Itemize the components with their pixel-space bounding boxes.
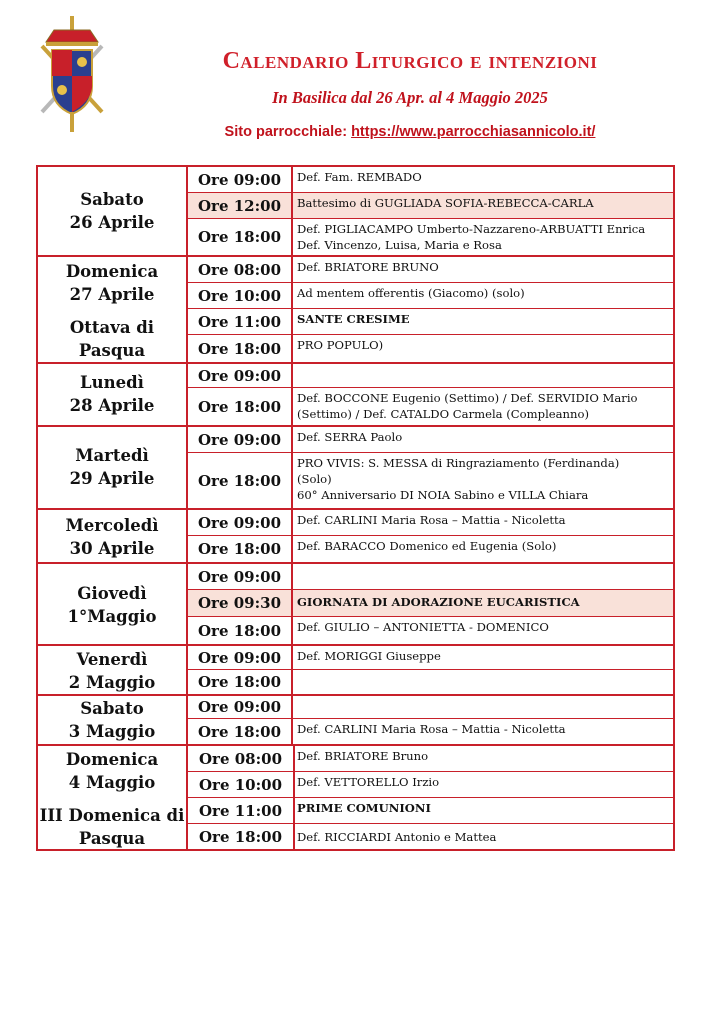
- day-name: Sabato: [80, 190, 144, 209]
- table-row: [188, 719, 673, 744]
- day-group: [38, 746, 673, 849]
- day-label: [38, 257, 188, 362]
- table-row: [188, 167, 673, 193]
- mass-time: Ore 18:00: [188, 719, 293, 744]
- page-subtitle: In Basilica dal 26 Apr. al 4 Maggio 2025: [272, 88, 548, 107]
- table-row: [188, 564, 673, 590]
- mass-intention: PRO POPULO): [297, 338, 384, 352]
- table-row: [188, 670, 673, 694]
- mass-intention: Def. VETTORELLO Irzio: [297, 775, 440, 789]
- mass-intention: Def. GIULIO – ANTONIETTA - DOMENICO: [297, 620, 549, 634]
- day-name: Domenica: [65, 750, 159, 769]
- mass-time: Ore 18:00: [188, 335, 293, 362]
- day-name: Mercoledì: [65, 516, 159, 535]
- mass-time: Ore 18:00: [188, 824, 295, 849]
- day-group: [38, 564, 673, 646]
- day-group: [38, 167, 673, 257]
- mass-time: Ore 09:00: [188, 427, 293, 452]
- mass-intention: Ad mentem offerentis (Giacomo) (solo): [297, 286, 525, 300]
- mass-time: Ore 09:00: [188, 510, 293, 535]
- mass-intention: Def. BRIATORE Bruno: [297, 749, 429, 763]
- table-row: [188, 364, 673, 388]
- table-row: [188, 219, 673, 255]
- mass-time: Ore 18:00: [188, 219, 293, 255]
- mass-time: Ore 11:00: [188, 798, 295, 823]
- table-row: [188, 617, 673, 644]
- mass-intention: Def. RICCIARDI Antonio e Mattea: [297, 830, 497, 844]
- day-label: [38, 646, 188, 694]
- day-date: 3 Maggio: [68, 722, 156, 741]
- mass-time: Ore 18:00: [188, 388, 293, 425]
- mass-time: Ore 08:00: [188, 257, 293, 282]
- table-row: [188, 257, 673, 283]
- mass-time: Ore 08:00: [188, 746, 295, 771]
- parish-crest-logo: [36, 16, 108, 134]
- day-date: 1°Maggio: [67, 607, 157, 626]
- table-row: [188, 824, 673, 849]
- day-label: [38, 696, 188, 744]
- mass-intention: Battesimo di GUGLIADA SOFIA-REBECCA-CARLA: [297, 196, 594, 210]
- table-row: [188, 388, 673, 425]
- mass-time: Ore 18:00: [188, 617, 293, 644]
- day-group: [38, 510, 673, 564]
- mass-intention: Def. CARLINI Maria Rosa – Mattia - Nicoletta: [297, 722, 566, 736]
- table-row: [188, 590, 673, 617]
- day-feast: Ottava di: [69, 318, 155, 337]
- day-label: [38, 167, 188, 255]
- mass-intention: GIORNATA DI ADORAZIONE EUCARISTICA: [297, 595, 580, 609]
- day-group: [38, 646, 673, 696]
- mass-intention: Def. CARLINI Maria Rosa – Mattia - Nicoletta: [297, 513, 566, 527]
- mass-time: Ore 11:00: [188, 309, 293, 334]
- table-row: [188, 193, 673, 219]
- day-date: 27 Aprile: [69, 285, 155, 304]
- day-feast: III Domenica di: [39, 806, 185, 825]
- table-row: [188, 427, 673, 453]
- page-title: Calendario Liturgico e intenzioni: [222, 48, 598, 74]
- intention-line: PRO VIVIS: S. MESSA di Ringraziamento (Ferdinanda): [297, 456, 620, 470]
- mass-intention: Def. MORIGGI Giuseppe: [297, 649, 441, 663]
- day-label: [38, 564, 188, 644]
- intention-line: (Settimo) / Def. CATALDO Carmela (Compleanno): [297, 407, 589, 421]
- day-name: Domenica: [65, 262, 159, 281]
- table-row: [188, 510, 673, 536]
- mass-time: Ore 12:00: [188, 193, 293, 218]
- table-row: [188, 309, 673, 335]
- mass-time: Ore 10:00: [188, 772, 295, 797]
- mass-time: Ore 18:00: [188, 453, 293, 508]
- mass-intention: [297, 221, 669, 253]
- mass-time: Ore 10:00: [188, 283, 293, 308]
- day-name: Venerdì: [76, 650, 148, 669]
- day-name: Giovedì: [77, 584, 147, 603]
- table-row: [188, 453, 673, 508]
- mass-intention: Def. BARACCO Domenico ed Eugenia (Solo): [297, 539, 557, 553]
- table-row: [188, 746, 673, 772]
- mass-time: Ore 09:00: [188, 364, 293, 387]
- day-name: Lunedì: [80, 373, 144, 392]
- table-row: [188, 696, 673, 719]
- mass-time: Ore 09:00: [188, 167, 293, 192]
- mass-time: Ore 09:30: [188, 590, 293, 616]
- day-date: 29 Aprile: [69, 469, 155, 488]
- mass-intention: [297, 455, 669, 503]
- day-label: [38, 364, 188, 425]
- intention-line: 60° Anniversario DI NOIA Sabino e VILLA Chiara: [297, 488, 589, 502]
- mass-time: Ore 09:00: [188, 696, 293, 718]
- mass-intention: Def. Fam. REMBADO: [297, 170, 422, 184]
- day-group: [38, 257, 673, 364]
- table-row: [188, 646, 673, 670]
- day-feast: Pasqua: [78, 829, 146, 848]
- day-group: [38, 427, 673, 510]
- site-link[interactable]: https://www.parrocchiasannicolo.it/: [351, 124, 596, 140]
- mass-intention: SANTE CRESIME: [297, 312, 410, 326]
- day-label: [38, 746, 188, 849]
- mass-time: Ore 18:00: [188, 670, 293, 694]
- mass-intention: Def. BRIATORE BRUNO: [297, 260, 439, 274]
- day-name: Sabato: [80, 699, 144, 718]
- site-label: Sito parrocchiale:: [224, 124, 352, 140]
- day-name: Martedì: [75, 446, 149, 465]
- intention-line: (Solo): [297, 472, 332, 486]
- day-group: [38, 696, 673, 746]
- table-row: [188, 335, 673, 362]
- day-label: [38, 427, 188, 508]
- table-row: [188, 283, 673, 309]
- intention-line: Def. BOCCONE Eugenio (Settimo) / Def. SERVIDIO Mario: [297, 391, 638, 405]
- day-date: 2 Maggio: [68, 673, 156, 692]
- table-row: [188, 536, 673, 562]
- day-date: 4 Maggio: [68, 773, 156, 792]
- intention-line: Def. Vincenzo, Luisa, Maria e Rosa: [297, 238, 502, 252]
- mass-intention: [297, 390, 669, 422]
- day-date: 30 Aprile: [69, 539, 155, 558]
- mass-time: Ore 18:00: [188, 536, 293, 562]
- table-row: [188, 798, 673, 824]
- day-date: 26 Aprile: [69, 213, 155, 232]
- intention-line: Def. PIGLIACAMPO Umberto-Nazzareno-ARBUATTI Enrica: [297, 222, 646, 236]
- day-group: [38, 364, 673, 427]
- mass-time: Ore 09:00: [188, 564, 293, 589]
- mass-intention: Def. SERRA Paolo: [297, 430, 403, 444]
- mass-time: Ore 09:00: [188, 646, 293, 669]
- day-feast: Pasqua: [78, 341, 146, 360]
- table-row: [188, 772, 673, 798]
- mass-intention: PRIME COMUNIONI: [297, 801, 431, 815]
- site-line: [150, 124, 670, 140]
- day-label: [38, 510, 188, 562]
- calendar-table: [36, 165, 675, 851]
- day-date: 28 Aprile: [69, 396, 155, 415]
